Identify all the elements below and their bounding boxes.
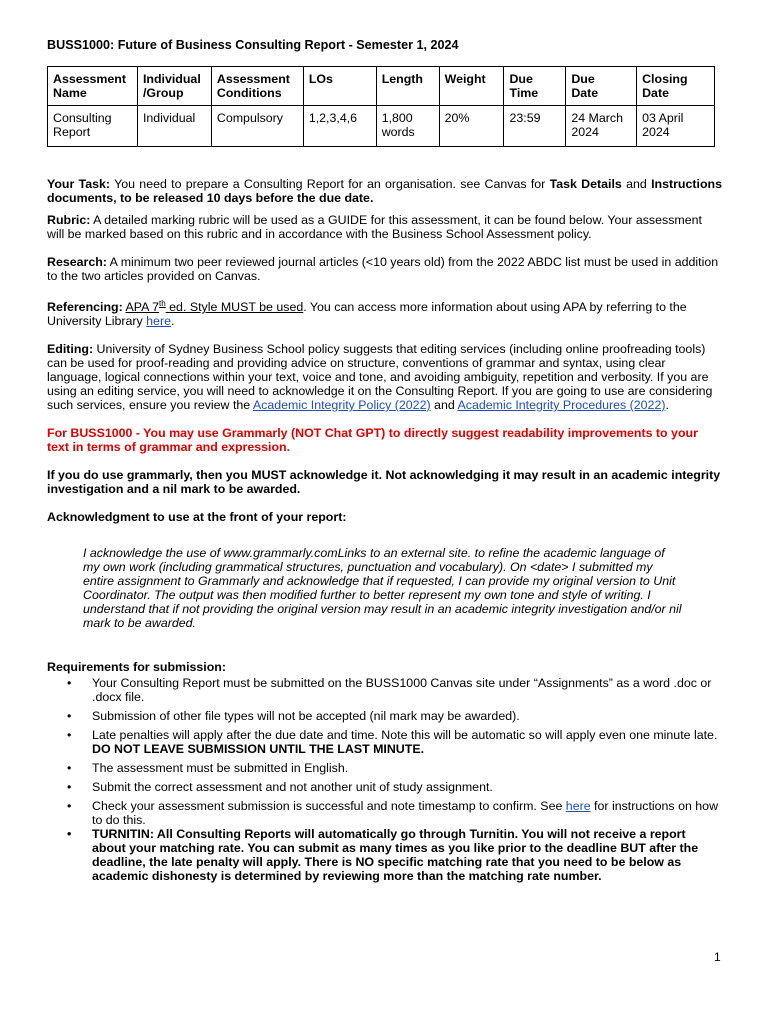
table-cell: 1,800 words bbox=[376, 106, 439, 147]
header-cell: Weight bbox=[439, 67, 504, 106]
task-paragraph: Your Task: You need to prepare a Consulting Report for an organisation. see Canvas for Task Details and Instructions documents, to be released 10 days before the due date. bbox=[47, 177, 722, 205]
timestamp-instructions-link[interactable]: here bbox=[565, 799, 591, 814]
table-cell: 03 April 2024 bbox=[637, 106, 715, 147]
bullet-icon: • bbox=[67, 761, 72, 776]
bullet-icon: • bbox=[67, 799, 72, 814]
table-cell: 1,2,3,4,6 bbox=[303, 106, 376, 147]
document-title: BUSS1000: Future of Business Consulting Report - Semester 1, 2024 bbox=[47, 38, 459, 52]
table-row bbox=[48, 106, 715, 147]
list-item: • Submission of other file types will not be accepted (nil mark may be awarded). bbox=[67, 709, 520, 724]
bullet-icon: • bbox=[67, 827, 72, 842]
acknowledgment-heading: Acknowledgment to use at the front of your report: bbox=[47, 510, 347, 525]
requirements-list bbox=[47, 676, 722, 883]
referencing-paragraph: Referencing: APA 7th ed. Style MUST be used. You can access more information about using APA by referring to the University Library here. bbox=[47, 299, 687, 329]
academic-integrity-policy-link[interactable]: Academic Integrity Policy (2022) bbox=[252, 398, 431, 413]
header-cell: Assessment Name bbox=[48, 67, 138, 106]
list-item: • The assessment must be submitted in English. bbox=[67, 761, 349, 776]
acknowledgment-quote: I acknowledge the use of www.grammarly.comLinks to an external site. to refine the academic language of my own work (including grammatical structures, punctuation and vocabulary). On <date> I submitted my entire assignment to Grammarly and acknowledge that if requested, I can provide my original version to Unit Coordinator. The output was then modified further to better represent my own tone and style of writing. I understand that if not providing the original version may result in an academic integrity investigation and/or nil mark to be awarded. bbox=[83, 546, 682, 631]
bullet-icon: • bbox=[67, 728, 72, 743]
bullet-icon: • bbox=[67, 676, 72, 691]
table-cell: 24 March 2024 bbox=[566, 106, 637, 147]
table-cell: Individual bbox=[137, 106, 211, 147]
requirements-heading: Requirements for submission: bbox=[47, 660, 227, 675]
rubric-paragraph: Rubric: A detailed marking rubric will be used as a GUIDE for this assessment, it can be found below. Your assessment will be marked based on this rubric and in accordance with the Business School Assessment policy. bbox=[47, 213, 702, 241]
bullet-icon: • bbox=[67, 709, 72, 724]
header-cell: Individual /Group bbox=[137, 67, 211, 106]
header-cell: Closing Date bbox=[637, 67, 715, 106]
page-number: 1 bbox=[714, 950, 721, 964]
header-cell: Length bbox=[376, 67, 439, 106]
table-cell: Consulting Report bbox=[48, 106, 138, 147]
header-cell: Assessment Conditions bbox=[211, 67, 303, 106]
academic-integrity-procedures-link[interactable]: Academic Integrity Procedures (2022) bbox=[457, 398, 666, 413]
list-item: • Late penalties will apply after the due date and time. Note this will be automatic so will apply even one minute late. DO NOT LEAVE SUBMISSION UNTIL THE LAST MINUTE. bbox=[67, 728, 718, 757]
list-item: • Your Consulting Report must be submitted on the BUSS1000 Canvas site under “Assignments” as a word .doc or .docx file. bbox=[67, 676, 712, 705]
editing-paragraph: Editing: University of Sydney Business School policy suggests that editing services (including online proofreading tools) can be used for proof-reading and providing advice on structure, conventions of grammar and syntax, using clear language, logical connections within your text, voice and tone, and avoiding ambiguity, repetition and verbosity. If you are using an editing service, you will need to acknowledge it on the Consulting Report. If you are going to use are considering such services, ensure you review the Academic Integrity Policy (2022) and Academic Integrity Procedures (2022). bbox=[47, 342, 713, 413]
library-link[interactable]: here bbox=[146, 314, 171, 329]
list-item: • TURNITIN: All Consulting Reports will automatically go through Turnitin. You will not receive a report about your matching rate. You can submit as many times as you like prior to the deadline BUT after the deadline, the late penalty will apply. There is NO specific matching rate that you need to be below as academic dishonesty is determined by reviewing more than the matching rate number. bbox=[67, 827, 699, 884]
table-header-row bbox=[48, 67, 715, 106]
table-cell: 23:59 bbox=[504, 106, 566, 147]
table-cell: Compulsory bbox=[211, 106, 303, 147]
table-cell: 20% bbox=[439, 106, 504, 147]
header-cell: LOs bbox=[303, 67, 376, 106]
grammarly-acknowledge-notice: If you do use grammarly, then you MUST acknowledge it. Not acknowledging it may result in an academic integrity investigation and a nil mark to be awarded. bbox=[47, 468, 721, 497]
header-cell: Due Time bbox=[504, 67, 566, 106]
list-item: • Submit the correct assessment and not another unit of study assignment. bbox=[67, 780, 493, 795]
bullet-icon: • bbox=[67, 780, 72, 795]
grammarly-notice: For BUSS1000 - You may use Grammarly (NOT Chat GPT) to directly suggest readability improvements to your text in terms of grammar and expression. bbox=[47, 426, 698, 455]
header-cell: Due Date bbox=[566, 67, 637, 106]
assessment-table bbox=[47, 66, 715, 147]
document-page bbox=[47, 38, 722, 883]
list-item: • Check your assessment submission is successful and note timestamp to confirm. See here for instructions on how to do this. bbox=[67, 799, 719, 828]
research-paragraph: Research: A minimum two peer reviewed journal articles (<10 years old) from the 2022 ABDC list must be used in addition to the two articles provided on Canvas. bbox=[47, 255, 719, 283]
